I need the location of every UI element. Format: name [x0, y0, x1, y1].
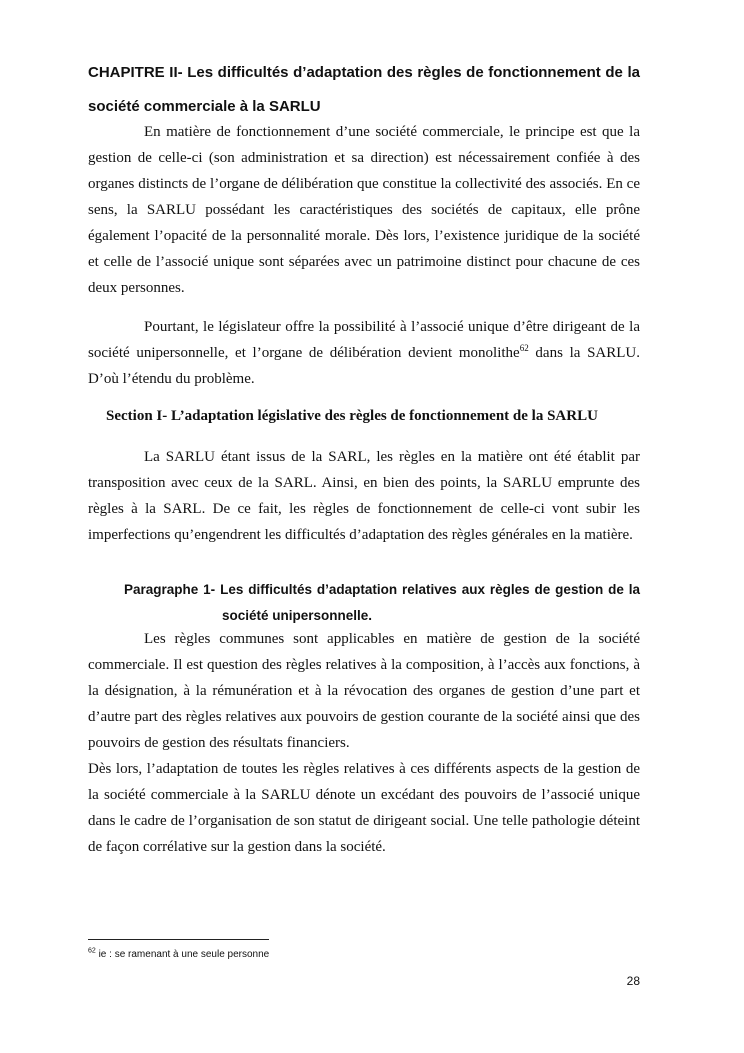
paragraph-heading-line1: Paragraphe 1- Les difficultés d’adaptation relatives aux règles de gestion de la: [124, 582, 640, 597]
intro-paragraph-2-text-b: dans la SARLU. D’où l’étendu du problème.: [88, 345, 640, 387]
paragraph-heading-line2: société unipersonnelle.: [222, 608, 373, 623]
footnote-text: ie : se ramenant à une seule personne: [95, 949, 270, 960]
paragraph-body-1: Les règles communes sont applicables en matière de gestion de la société commerciale. Il est question des règles relatives à la composition, à l’accès aux fonctions, à la désignation, à la rémunération et à la révocation des organes de gestion d’une part et d’autre part des règles relatives aux pouvoirs de gestion courante de la société ainsi que des pouvoirs de gestion des résultats financiers.: [88, 631, 640, 751]
footnote-separator: [88, 939, 269, 940]
intro-paragraph-1: En matière de fonctionnement d’une société commerciale, le principe est que la gestion de celle-ci (son administration et sa direction) est nécessairement confiée à des organes distincts de l’organe de délibération que constitue la collectivité des associés. En ce sens, la SARLU possédant les caractéristiques des sociétés de capitaux, elle prône également l’opacité de la personnalité morale. Dès lors, l’existence juridique de la société et celle de l’associé unique sont séparées avec un patrimoine distinct pour chacune de ces deux personnes.: [88, 124, 640, 296]
chapter-title: [88, 56, 640, 124]
footnote-reference: 62: [519, 343, 529, 353]
section-paragraph: La SARLU étant issus de la SARL, les règles en la matière ont été établit par transposition avec ceux de la SARL. Ainsi, en bien des points, la SARLU emprunte des règles à la SARL. De ce fait, les règles de fonctionnement de celle-ci vont subir les imperfections qu’engendrent les difficultés d’adaptation des règles générales en la matière.: [88, 449, 640, 543]
footnote: [88, 948, 269, 962]
page-number: 28: [626, 974, 640, 988]
chapter-title-line1: CHAPITRE II- Les difficultés d’adaptation des règles de fonctionnement de la: [88, 64, 640, 81]
paragraph-body-2: Dès lors, l’adaptation de toutes les règles relatives à ces différents aspects de la gestion de la société commerciale à la SARLU dénote un excédant des pouvoirs de l’associé unique dans le cadre de l’organisation de son statut de dirigeant social. Une telle pathologie déteint de façon corrélative sur la gestion dans la société.: [88, 761, 640, 855]
footnote-number: 62: [88, 947, 96, 955]
intro-paragraph-2: [88, 314, 640, 392]
section-title: Section I- L’adaptation législative des règles de fonctionnement de la SARLU: [106, 408, 598, 424]
chapter-title-line2: société commerciale à la SARLU: [88, 98, 321, 115]
intro-paragraph-2-text-a: Pourtant, le législateur offre la possibilité à l’associé unique d’être dirigeant de la société unipersonnelle, et l’organe de délibération devient monolithe: [88, 319, 640, 361]
paragraph-heading: [124, 577, 640, 629]
